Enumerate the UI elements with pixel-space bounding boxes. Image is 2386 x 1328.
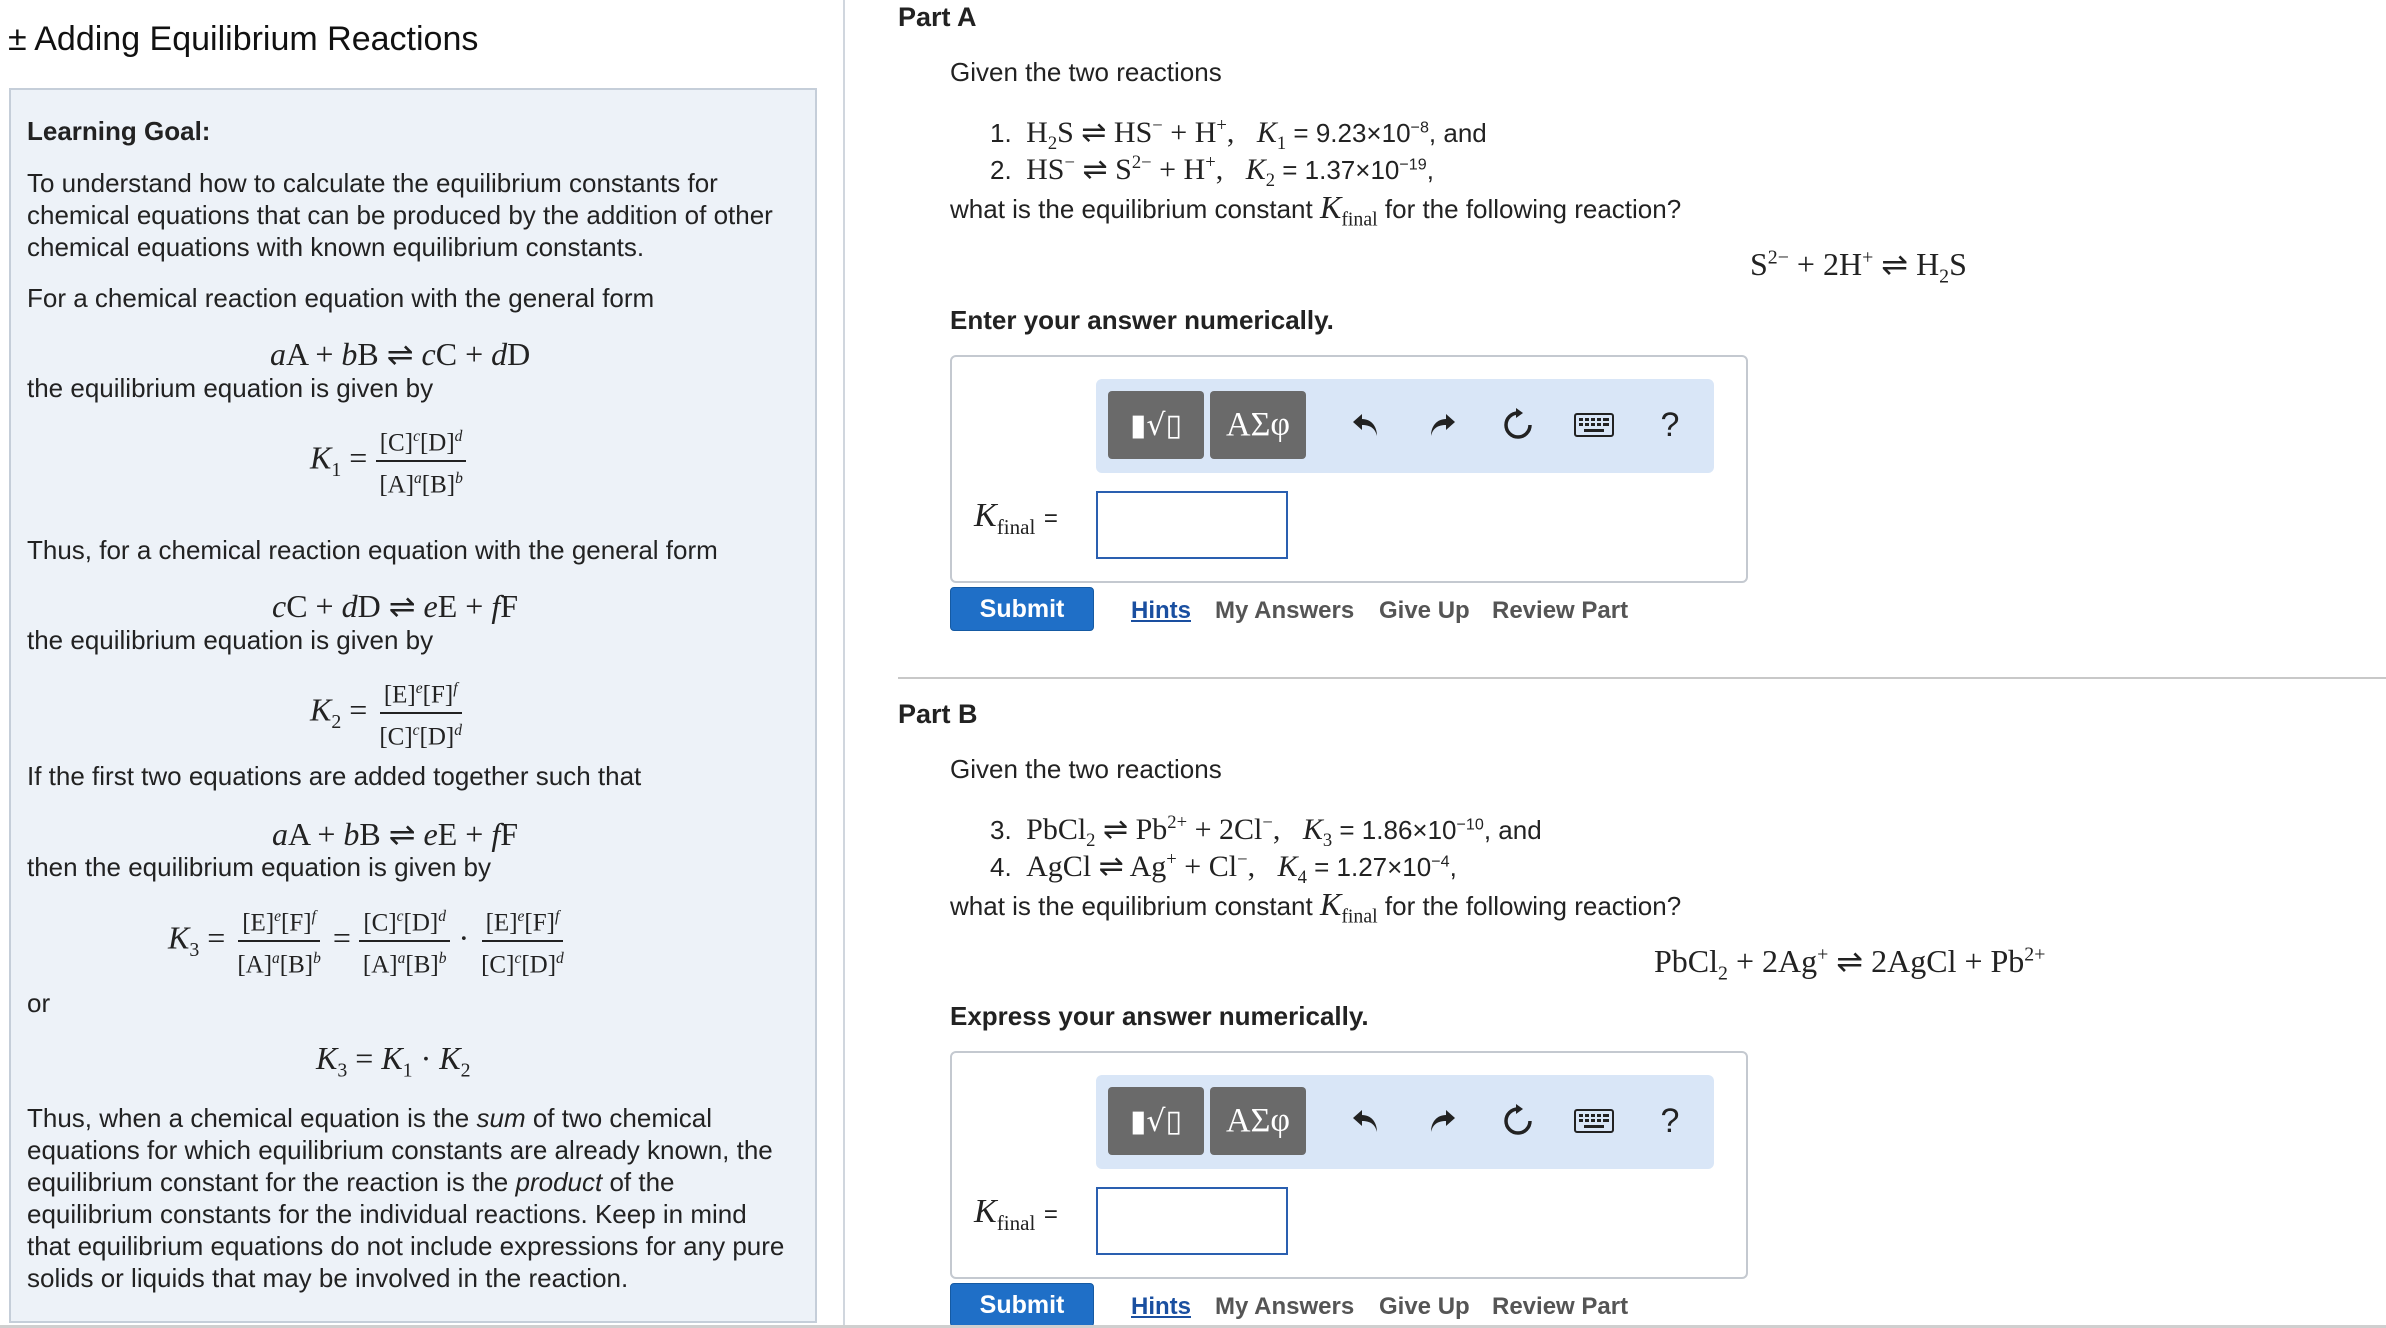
- part-a-instruction: Enter your answer numerically.: [950, 305, 1334, 335]
- template-button[interactable]: [1108, 1087, 1204, 1155]
- part-b-review-part-link[interactable]: Review Part: [1492, 1293, 1629, 1320]
- part-b-answer-input[interactable]: [1096, 1187, 1288, 1255]
- part-a-answer-box: [950, 355, 1748, 583]
- thus-general-text: Thus, for a chemical reaction equation with the general form: [27, 535, 718, 565]
- redo-icon[interactable]: [1412, 1089, 1472, 1153]
- or-text: or: [27, 988, 51, 1018]
- template-button[interactable]: [1108, 391, 1204, 459]
- k3-product-expression: $K_3 = K_1 \cdot K_2$: [316, 1040, 471, 1082]
- part-b-math-toolbar: [1096, 1075, 1714, 1169]
- sum-product-paragraph: Thus, when a chemical equation is the sum of two chemical equations for which equilibrium constants are already known, the equilibrium constant for the reaction is the product of the equilibrium constants for the individual reactions. Keep in mind that equilibrium equations do not include expressions for any pure solids or liquids that may be involved in the reaction.: [27, 1103, 785, 1293]
- given-by-text-2: the equilibrium equation is given by: [27, 625, 434, 655]
- part-divider: [898, 677, 2386, 679]
- part-b-answer-box: [950, 1051, 1748, 1279]
- keyboard-icon[interactable]: [1564, 393, 1624, 457]
- help-icon[interactable]: ?: [1660, 1101, 1680, 1140]
- equation-general-1: aA + bB ⇌ cC + dD: [270, 336, 531, 372]
- learning-goal-intro: To understand how to calculate the equilibrium constants for chemical equations that can be produced by the addition of other chemical equations with known equilibrium constants.: [27, 168, 773, 262]
- part-b-hints-link[interactable]: Hints: [1131, 1293, 1191, 1320]
- part-b-question: what is the equilibrium constant $K_{final}$ for the following reaction?: [950, 886, 1682, 928]
- part-a-k-final-label: $K_{final}$ =: [974, 497, 1058, 539]
- part-a-my-answers-link[interactable]: My Answers: [1215, 597, 1355, 624]
- keyboard-icon[interactable]: [1564, 1089, 1624, 1153]
- equation-general-2: cC + dD ⇌ eE + fF: [272, 588, 518, 624]
- undo-icon[interactable]: [1336, 393, 1396, 457]
- part-a-give-up-link[interactable]: Give Up: [1379, 597, 1470, 624]
- left-panel: [0, 0, 845, 1328]
- then-given-text: then the equilibrium equation is given by: [27, 852, 491, 882]
- part-a-title: Part A: [898, 2, 977, 32]
- part-b-title: Part B: [898, 699, 978, 729]
- template-icon: ▮√▯: [1129, 407, 1183, 443]
- part-a-given: Given the two reactions: [950, 57, 1222, 87]
- page-title: ± Adding Equilibrium Reactions: [8, 20, 479, 58]
- part-a-reaction-2: 2. HS− ⇌ $S^{2-} + H^+$, $K_2 = 1.37\times 10^{-19}$,: [990, 152, 1434, 191]
- reset-icon[interactable]: [1488, 1089, 1548, 1153]
- part-a-math-toolbar: [1096, 379, 1714, 473]
- equation-sum: aA + bB ⇌ eE + fF: [272, 816, 519, 852]
- part-b-reaction-3: 3. PbCl$_2$ ⇌ $Pb^{2+} + 2Cl^-$, $K_3 = 1.86\times 10^{-10}$, and: [990, 812, 1542, 851]
- part-a-target-reaction: $S^{2-} + 2H^+$ ⇌ $H_2S$: [1750, 246, 1967, 288]
- part-b-give-up-link[interactable]: Give Up: [1379, 1293, 1470, 1320]
- help-icon[interactable]: ?: [1660, 405, 1680, 444]
- part-b-instruction: Express your answer numerically.: [950, 1001, 1369, 1031]
- if-added-text: If the first two equations are added together such that: [27, 761, 642, 791]
- part-b-my-answers-link[interactable]: My Answers: [1215, 1293, 1355, 1320]
- greek-symbols-button[interactable]: ΑΣφ: [1210, 1087, 1306, 1155]
- learning-goal-heading: Learning Goal:: [27, 116, 211, 146]
- k3-expression: $K_3$ = $\frac{[E]^e[F]^f}{[A]^a[B]^b}$ = $\frac{[C]^c[D]^d}{[A]^a[B]^b}$ · $\frac{[E]^e[F]^f}{[C]^c[D]^d}$: [168, 902, 568, 981]
- part-a-submit-button[interactable]: Submit: [950, 587, 1094, 631]
- k2-expression: $K_2$ = $\frac{[E]^e[F]^f}{[C]^c[D]^d}$: [310, 674, 466, 753]
- k1-expression: $K_1$ = $\frac{[C]^c[D]^d}{[A]^a[B]^b}$: [310, 422, 467, 501]
- reset-icon[interactable]: [1488, 393, 1548, 457]
- part-a-reaction-1: 1. $H_2S$ ⇌ HS− + H+, $K_1 = 9.23\times 10^{-8}$, and: [990, 115, 1487, 154]
- part-b-k-final-label: $K_{final}$ =: [974, 1193, 1058, 1235]
- template-icon: ▮√▯: [1129, 1103, 1183, 1139]
- part-a-answer-input[interactable]: [1096, 491, 1288, 559]
- part-a-review-part-link[interactable]: Review Part: [1492, 597, 1629, 624]
- undo-icon[interactable]: [1336, 1089, 1396, 1153]
- given-by-text-1: the equilibrium equation is given by: [27, 373, 434, 403]
- general-form-text: For a chemical reaction equation with the general form: [27, 283, 655, 313]
- part-b-submit-button[interactable]: Submit: [950, 1283, 1094, 1327]
- part-b-given: Given the two reactions: [950, 754, 1222, 784]
- part-a-hints-link[interactable]: Hints: [1131, 597, 1191, 624]
- part-b-reaction-4: 4. AgCl ⇌ Ag+ + Cl−, $K_4 = 1.27\times 10^{-4}$,: [990, 849, 1457, 888]
- redo-icon[interactable]: [1412, 393, 1472, 457]
- greek-symbols-button[interactable]: ΑΣφ: [1210, 391, 1306, 459]
- part-b-target-reaction: PbCl$_2$ + 2Ag+ ⇌ 2AgCl + $Pb^{2+}$: [1654, 943, 2046, 985]
- part-a-question: what is the equilibrium constant $K_{final}$ for the following reaction?: [950, 189, 1682, 231]
